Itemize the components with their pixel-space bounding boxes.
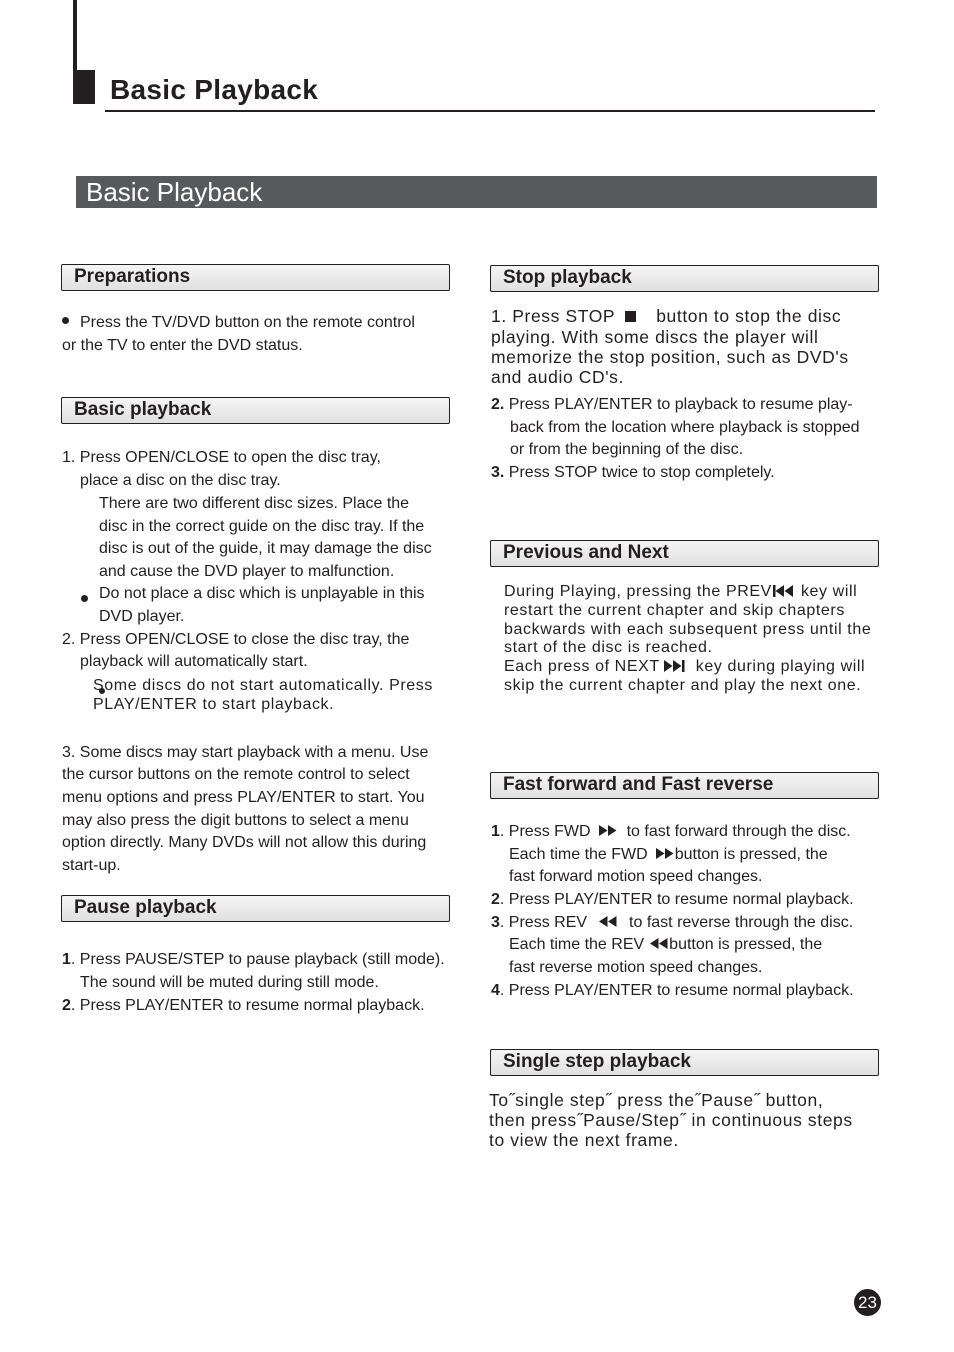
fast-forward-icon	[599, 825, 617, 836]
basic-step2-line2: playback will automatically start.	[80, 653, 308, 670]
basic-playback-heading: Basic playback	[61, 397, 450, 424]
single-step-line1: To˝single step˝ press the˝Pause˝ button,	[489, 1090, 824, 1110]
basic-step3-line3: menu options and press PLAY/ENTER to start. You	[62, 789, 425, 806]
header-vertical-line	[73, 0, 77, 72]
header-block-marker	[73, 70, 95, 104]
basic-step1-line2: place a disc on the disc tray.	[80, 472, 281, 489]
basic-step3-line2: the cursor buttons on the remote control to select	[62, 766, 410, 783]
stop-step1-line3: memorize the stop position, such as DVD's	[491, 347, 849, 367]
stop-step2-line2: back from the location where playback is stopped	[510, 419, 860, 436]
single-step-line2: then press˝Pause/Step˝ in continuous steps	[489, 1110, 853, 1130]
fast-step1-line1: 1. Press FWD to fast forward through the disc.	[491, 823, 851, 840]
basic-note-line4: and cause the DVD player to malfunction.	[99, 563, 395, 580]
basic-note-line1: There are two different disc sizes. Place the	[99, 495, 410, 512]
basic-step1-line1: 1. Press OPEN/CLOSE to open the disc tray,	[62, 449, 381, 466]
stop-playback-heading: Stop playback	[490, 265, 879, 292]
fast-heading: Fast forward and Fast reverse	[490, 772, 879, 799]
fast-reverse-icon	[650, 938, 668, 949]
stop-step1-line1: 1. Press STOP button to stop the disc	[491, 306, 842, 326]
prev-next-line3: backwards with each subsequent press until the	[504, 621, 872, 638]
page-number: 23	[854, 1289, 881, 1316]
prev-next-line1: During Playing, pressing the PREV key will	[504, 583, 858, 600]
single-step-line3: to view the next frame.	[489, 1130, 679, 1150]
page-title: Basic Playback	[110, 74, 319, 105]
fast-step1-line2: Each time the FWD button is pressed, the	[509, 846, 828, 863]
basic-step2-line1: 2. Press OPEN/CLOSE to close the disc tray, the	[62, 631, 410, 648]
fast-reverse-icon	[599, 916, 617, 927]
basic-note-line2: disc in the correct guide on the disc tray. If the	[99, 518, 425, 535]
preparations-text-2: or the TV to enter the DVD status.	[62, 337, 303, 354]
preparations-text-1: Press the TV/DVD button on the remote control	[62, 311, 415, 334]
stop-square-icon	[625, 311, 636, 322]
basic-auto-note-line1: Some discs do not start automatically. Press	[93, 677, 434, 694]
fast-step3-line2: Each time the REV button is pressed, the	[509, 936, 823, 953]
fast-step2-line1: 2. Press PLAY/ENTER to resume normal playback.	[491, 891, 854, 908]
pause-step1-line2: The sound will be muted during still mode.	[80, 974, 379, 991]
prev-next-line4: start of the disc is reached.	[504, 639, 713, 656]
bullet-icon	[62, 317, 69, 324]
prev-next-heading: Previous and Next	[490, 540, 879, 567]
stop-step2-line3: or from the beginning of the disc.	[510, 441, 744, 458]
basic-auto-note-line2: PLAY/ENTER to start playback.	[93, 696, 335, 713]
bullet-icon	[81, 595, 88, 602]
basic-warning-line1: Do not place a disc which is unplayable in this	[99, 585, 425, 602]
basic-step3-line4: may also press the digit buttons to select a menu	[62, 812, 409, 829]
pause-step2-line1: 2. Press PLAY/ENTER to resume normal playback.	[62, 997, 425, 1014]
section-banner	[76, 176, 877, 208]
stop-step1-line4: and audio CD's.	[491, 367, 624, 387]
fast-step4-line1: 4. Press PLAY/ENTER to resume normal playback.	[491, 982, 854, 999]
prev-next-line6: skip the current chapter and play the next one.	[504, 677, 862, 694]
prev-next-line5: Each press of NEXT key during playing will	[504, 658, 866, 675]
fast-forward-icon	[656, 848, 674, 859]
preparations-heading: Preparations	[61, 264, 450, 291]
pause-playback-heading: Pause playback	[61, 895, 450, 922]
fast-step3-line3: fast reverse motion speed changes.	[509, 959, 763, 976]
fast-step3-line1: 3. Press REV to fast reverse through the disc.	[491, 914, 854, 931]
banner-title: Basic Playback	[86, 177, 263, 207]
pause-step1-line1: 1. Press PAUSE/STEP to pause playback (still mode).	[62, 951, 445, 968]
basic-step3-line1: 3. Some discs may start playback with a menu. Use	[62, 744, 429, 761]
skip-previous-icon	[773, 585, 795, 597]
basic-step3-line5: option directly. Many DVDs will not allow this during	[62, 834, 427, 851]
basic-step3-line6: start-up.	[62, 857, 121, 874]
stop-step3-line1: 3. Press STOP twice to stop completely.	[491, 464, 775, 481]
stop-step2-line1: 2. Press PLAY/ENTER to playback to resume play-	[491, 396, 853, 413]
fast-step1-line3: fast forward motion speed changes.	[509, 868, 763, 885]
single-step-heading: Single step playback	[490, 1049, 879, 1076]
stop-step1-line2: playing. With some discs the player will	[491, 327, 819, 347]
header-rule	[105, 110, 875, 112]
skip-next-icon	[664, 660, 686, 672]
basic-warning-line2: DVD player.	[99, 608, 185, 625]
basic-note-line3: disc is out of the guide, it may damage the disc	[99, 540, 432, 557]
prev-next-line2: restart the current chapter and skip chapters	[504, 602, 845, 619]
